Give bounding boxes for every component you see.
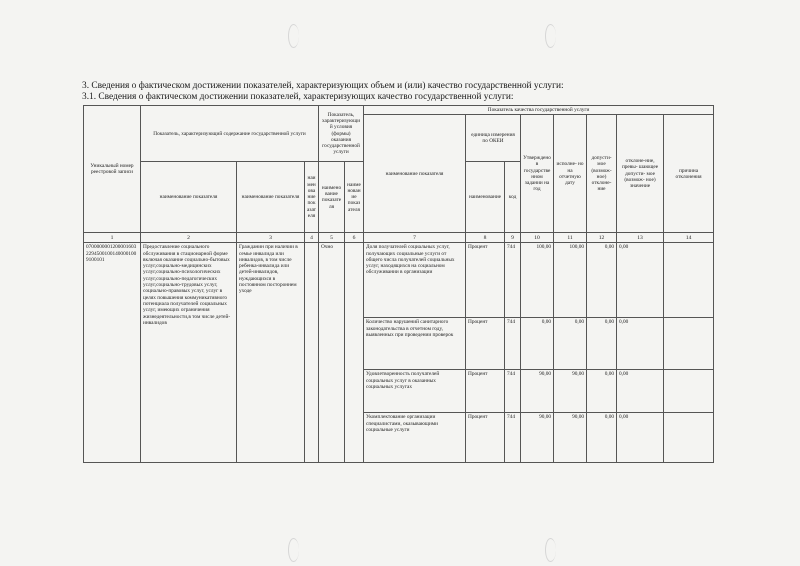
executed-cell: 90,00: [554, 370, 587, 413]
recipients-cell: Гражданин при наличии в семье инвалида или инвалидов, в том числе ребенка-инвалида или детей-инвалидов, нуждающихся в постоянном постороннем уходе: [237, 243, 305, 463]
punch-hole: [545, 24, 556, 48]
unit-name-cell: Процент: [466, 413, 505, 463]
header-name-of-indicator: наименование показателя: [345, 162, 364, 233]
form-cell: Очно: [319, 243, 345, 463]
allowed-deviation-cell: 0,00: [587, 413, 617, 463]
approved-cell: 90,00: [521, 370, 554, 413]
unit-code-cell: 744: [505, 318, 521, 370]
header-unit-okei: единица измерения по ОКЕИ: [466, 115, 521, 162]
unit-code-cell: 744: [505, 370, 521, 413]
deviation-over-cell: 0,00: [617, 243, 664, 318]
header-approved: Утверждено в государственном задании на год: [521, 115, 554, 233]
executed-cell: 100,00: [554, 243, 587, 318]
column-number: 5: [319, 233, 345, 243]
allowed-deviation-cell: 0,00: [587, 318, 617, 370]
column-number: 7: [364, 233, 466, 243]
service-content-cell: Предоставление социального обслуживания в стационарной форме включая оказание социально-бытовых услуг,социально-медицинских услуг,социально-психологических услуг,социально-педагогических услуг,социально-трудовых услуг, социально-правовых услуг, услуг в целях повышения коммуникативного потенциала получателей социальных услуг, имеющих ограничения жизнедеятельности,в том числе детей-инвалидов: [141, 243, 237, 463]
header-name-of-indicator: наименование показателя: [141, 162, 237, 233]
indicator-name-cell: Доля получателей социальных услуг, получающих социальные услуги от общего числа получателей социальных услуг, находящихся на социальном обслуживании в организации: [364, 243, 466, 318]
reason-cell: [664, 370, 714, 413]
column-number: 1: [84, 233, 141, 243]
unit-code-cell: 744: [505, 413, 521, 463]
header-executed: исполне- но на отчетную дату: [554, 115, 587, 233]
header-unit-code: код: [505, 162, 521, 233]
header-conditions-group: Показатель, характеризующий условия (формы) оказания государственной услуги: [319, 106, 364, 162]
indicator-name-cell: Укомплектование организации специалистами, оказывающими социальные услуги: [364, 413, 466, 463]
registry-number-cell: 070000000120000160322945001001400001009100101: [84, 243, 141, 463]
unit-name-cell: Процент: [466, 370, 505, 413]
approved-cell: 100,00: [521, 243, 554, 318]
column-number: 10: [521, 233, 554, 243]
approved-cell: 0,00: [521, 318, 554, 370]
column-number: 9: [505, 233, 521, 243]
column-number: 3: [237, 233, 305, 243]
subsection-heading: 3.1. Сведения о фактическом достижении показателей, характеризующих качество государственной услуги:: [82, 92, 514, 102]
reason-cell: [664, 413, 714, 463]
indicator-name-cell: Удовлетворенность получателей социальных услуг в оказанных социальных услугах: [364, 370, 466, 413]
column-number-row: [84, 233, 714, 243]
executed-cell: 90,00: [554, 413, 587, 463]
indicator-name-cell: Количество нарушений санитарного законодательства в отчетном году, выявленных при проведении проверок: [364, 318, 466, 370]
column-number: 2: [141, 233, 237, 243]
header-name-of-indicator: наименование показателя: [237, 162, 305, 233]
header-deviation-over: отклоне-ние, превы- шающее допусти- мое (возмож- ное) значение: [617, 115, 664, 233]
table-row: [84, 243, 714, 318]
unit-name-cell: Процент: [466, 243, 505, 318]
header-name-of-indicator: наименование показателя: [305, 162, 319, 233]
punch-hole: [545, 538, 556, 562]
column-number: 6: [345, 233, 364, 243]
header-indicator-name: наименование показателя: [364, 115, 466, 233]
header-allowed-deviation: допусти- мое (возмож- ное) отклоне- ние: [587, 115, 617, 233]
header-name-of-indicator: наименование показателя: [319, 162, 345, 233]
header-unit-name: наименование: [466, 162, 505, 233]
column-number: 11: [554, 233, 587, 243]
punch-hole: [288, 24, 299, 48]
header-content-group: Показатель, характеризующий содержание государственной услуги: [141, 106, 319, 162]
header-registry-number: Уникальный номер реестровой записи: [84, 106, 141, 233]
empty-cell: [305, 243, 319, 463]
allowed-deviation-cell: 0,00: [587, 370, 617, 413]
deviation-over-cell: 0,00: [617, 370, 664, 413]
column-number: 4: [305, 233, 319, 243]
column-number: 8: [466, 233, 505, 243]
approved-cell: 90,00: [521, 413, 554, 463]
deviation-over-cell: 0,00: [617, 413, 664, 463]
column-number: 12: [587, 233, 617, 243]
empty-cell: [345, 243, 364, 463]
punch-hole: [288, 538, 299, 562]
column-number: 14: [664, 233, 714, 243]
reason-cell: [664, 318, 714, 370]
column-number: 13: [617, 233, 664, 243]
header-reason: причина отклонения: [664, 115, 714, 233]
section-heading: 3. Сведения о фактическом достижении показателей, характеризующих объем и (или) качество государственной услуги:: [82, 81, 564, 91]
executed-cell: 0,00: [554, 318, 587, 370]
header-quality-group: Показатель качества государственной услуги: [364, 106, 714, 115]
deviation-over-cell: 0,00: [617, 318, 664, 370]
unit-name-cell: Процент: [466, 318, 505, 370]
reason-cell: [664, 243, 714, 318]
quality-indicators-table: [83, 105, 714, 463]
unit-code-cell: 744: [505, 243, 521, 318]
allowed-deviation-cell: 0,00: [587, 243, 617, 318]
